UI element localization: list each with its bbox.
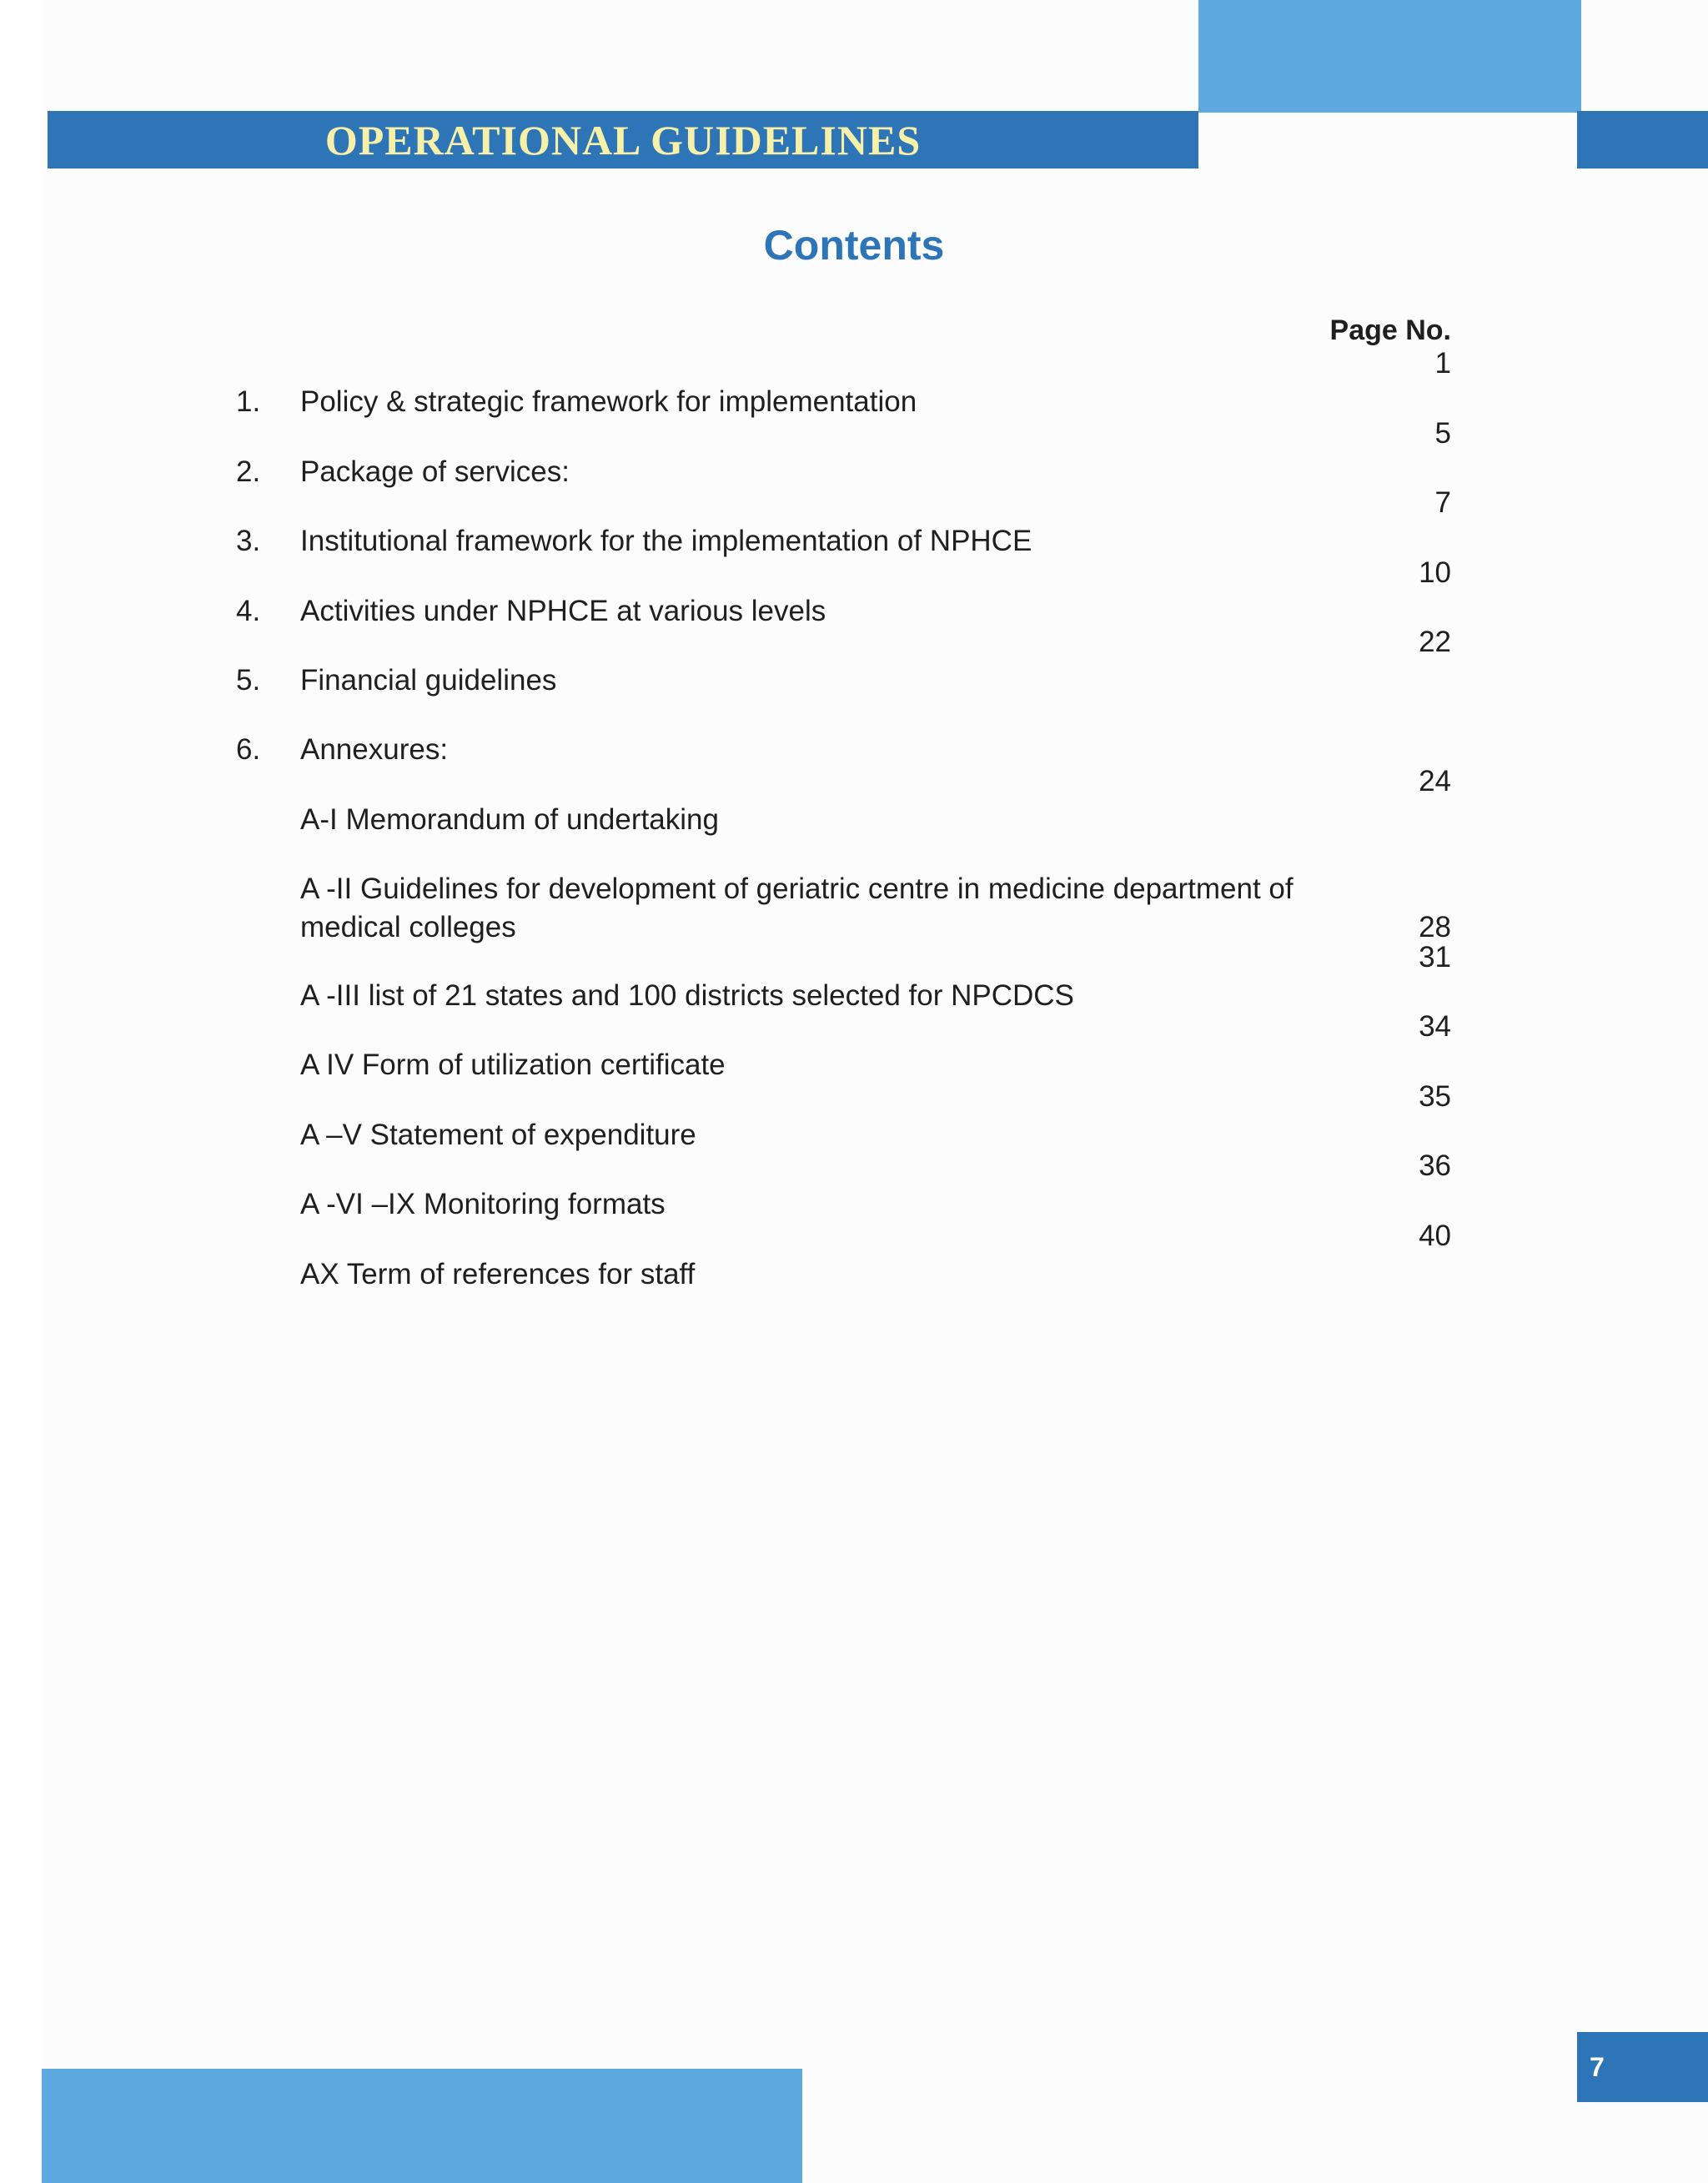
toc-entry-title: Package of services:: [300, 455, 570, 488]
contents-title: Contents: [763, 222, 945, 269]
toc-entry-page: 5: [1434, 417, 1451, 450]
toc-entry-page: 1: [1434, 347, 1451, 380]
toc-entry-number: 2.: [236, 455, 261, 488]
toc-entry-title: Activities under NPHCE at various levels: [300, 595, 826, 627]
top-decorative-block: [1198, 0, 1581, 113]
toc-entry-page: 10: [1419, 556, 1451, 589]
toc-annex-entry: [236, 870, 1451, 947]
toc-entry-number: 3.: [236, 525, 261, 557]
page-number: 7: [1590, 2051, 1605, 2082]
toc-entry-page: 22: [1419, 626, 1451, 658]
bottom-decorative-block: [42, 2069, 802, 2183]
page-number-box: [1577, 2032, 1708, 2102]
toc-entry-title: A -VI –IX Monitoring formats: [300, 1188, 666, 1220]
toc-entry-title: Policy & strategic framework for implementation: [300, 385, 917, 418]
toc-entry-title: Financial guidelines: [300, 664, 557, 697]
toc-entry-title: A –V Statement of expenditure: [300, 1119, 696, 1151]
toc-entry-page: 35: [1419, 1080, 1451, 1113]
toc-entry-title: A -II Guidelines for development of geriatric centre in medicine department of medical colleges: [300, 873, 1294, 943]
page-no-column-header: Page No.: [1329, 314, 1451, 346]
toc-entry-title: Annexures:: [300, 733, 449, 766]
toc-entry-page: 40: [1419, 1220, 1451, 1252]
header-banner-right-block: [1577, 111, 1708, 169]
toc-entry-title: A IV Form of utilization certificate: [300, 1049, 726, 1081]
toc-entry-title: A-I Memorandum of undertaking: [300, 803, 719, 836]
banner-title: OPERATIONAL GUIDELINES: [324, 116, 922, 163]
toc-entry-number: 1.: [236, 385, 261, 418]
header-banner: [48, 111, 1198, 169]
toc-entry-number: 4.: [236, 595, 261, 627]
toc-entry-page: 24: [1419, 765, 1451, 797]
toc-entry-page: 7: [1434, 486, 1451, 519]
toc-entry-page: 34: [1419, 1010, 1451, 1043]
toc-entry-title: Institutional framework for the implementation of NPHCE: [300, 525, 1032, 557]
toc-entry-number: 6.: [236, 733, 261, 766]
toc-entry-title: A -III list of 21 states and 100 districts selected for NPCDCS: [300, 979, 1074, 1012]
toc-entry-page: 36: [1419, 1149, 1451, 1182]
toc-entry-page: 28: [1419, 911, 1451, 943]
page-background: [42, 0, 1708, 2183]
toc-entry-title: AX Term of references for staff: [300, 1258, 696, 1290]
toc-entry-number: 5.: [236, 664, 261, 697]
toc-entry-page: 31: [1419, 941, 1451, 973]
